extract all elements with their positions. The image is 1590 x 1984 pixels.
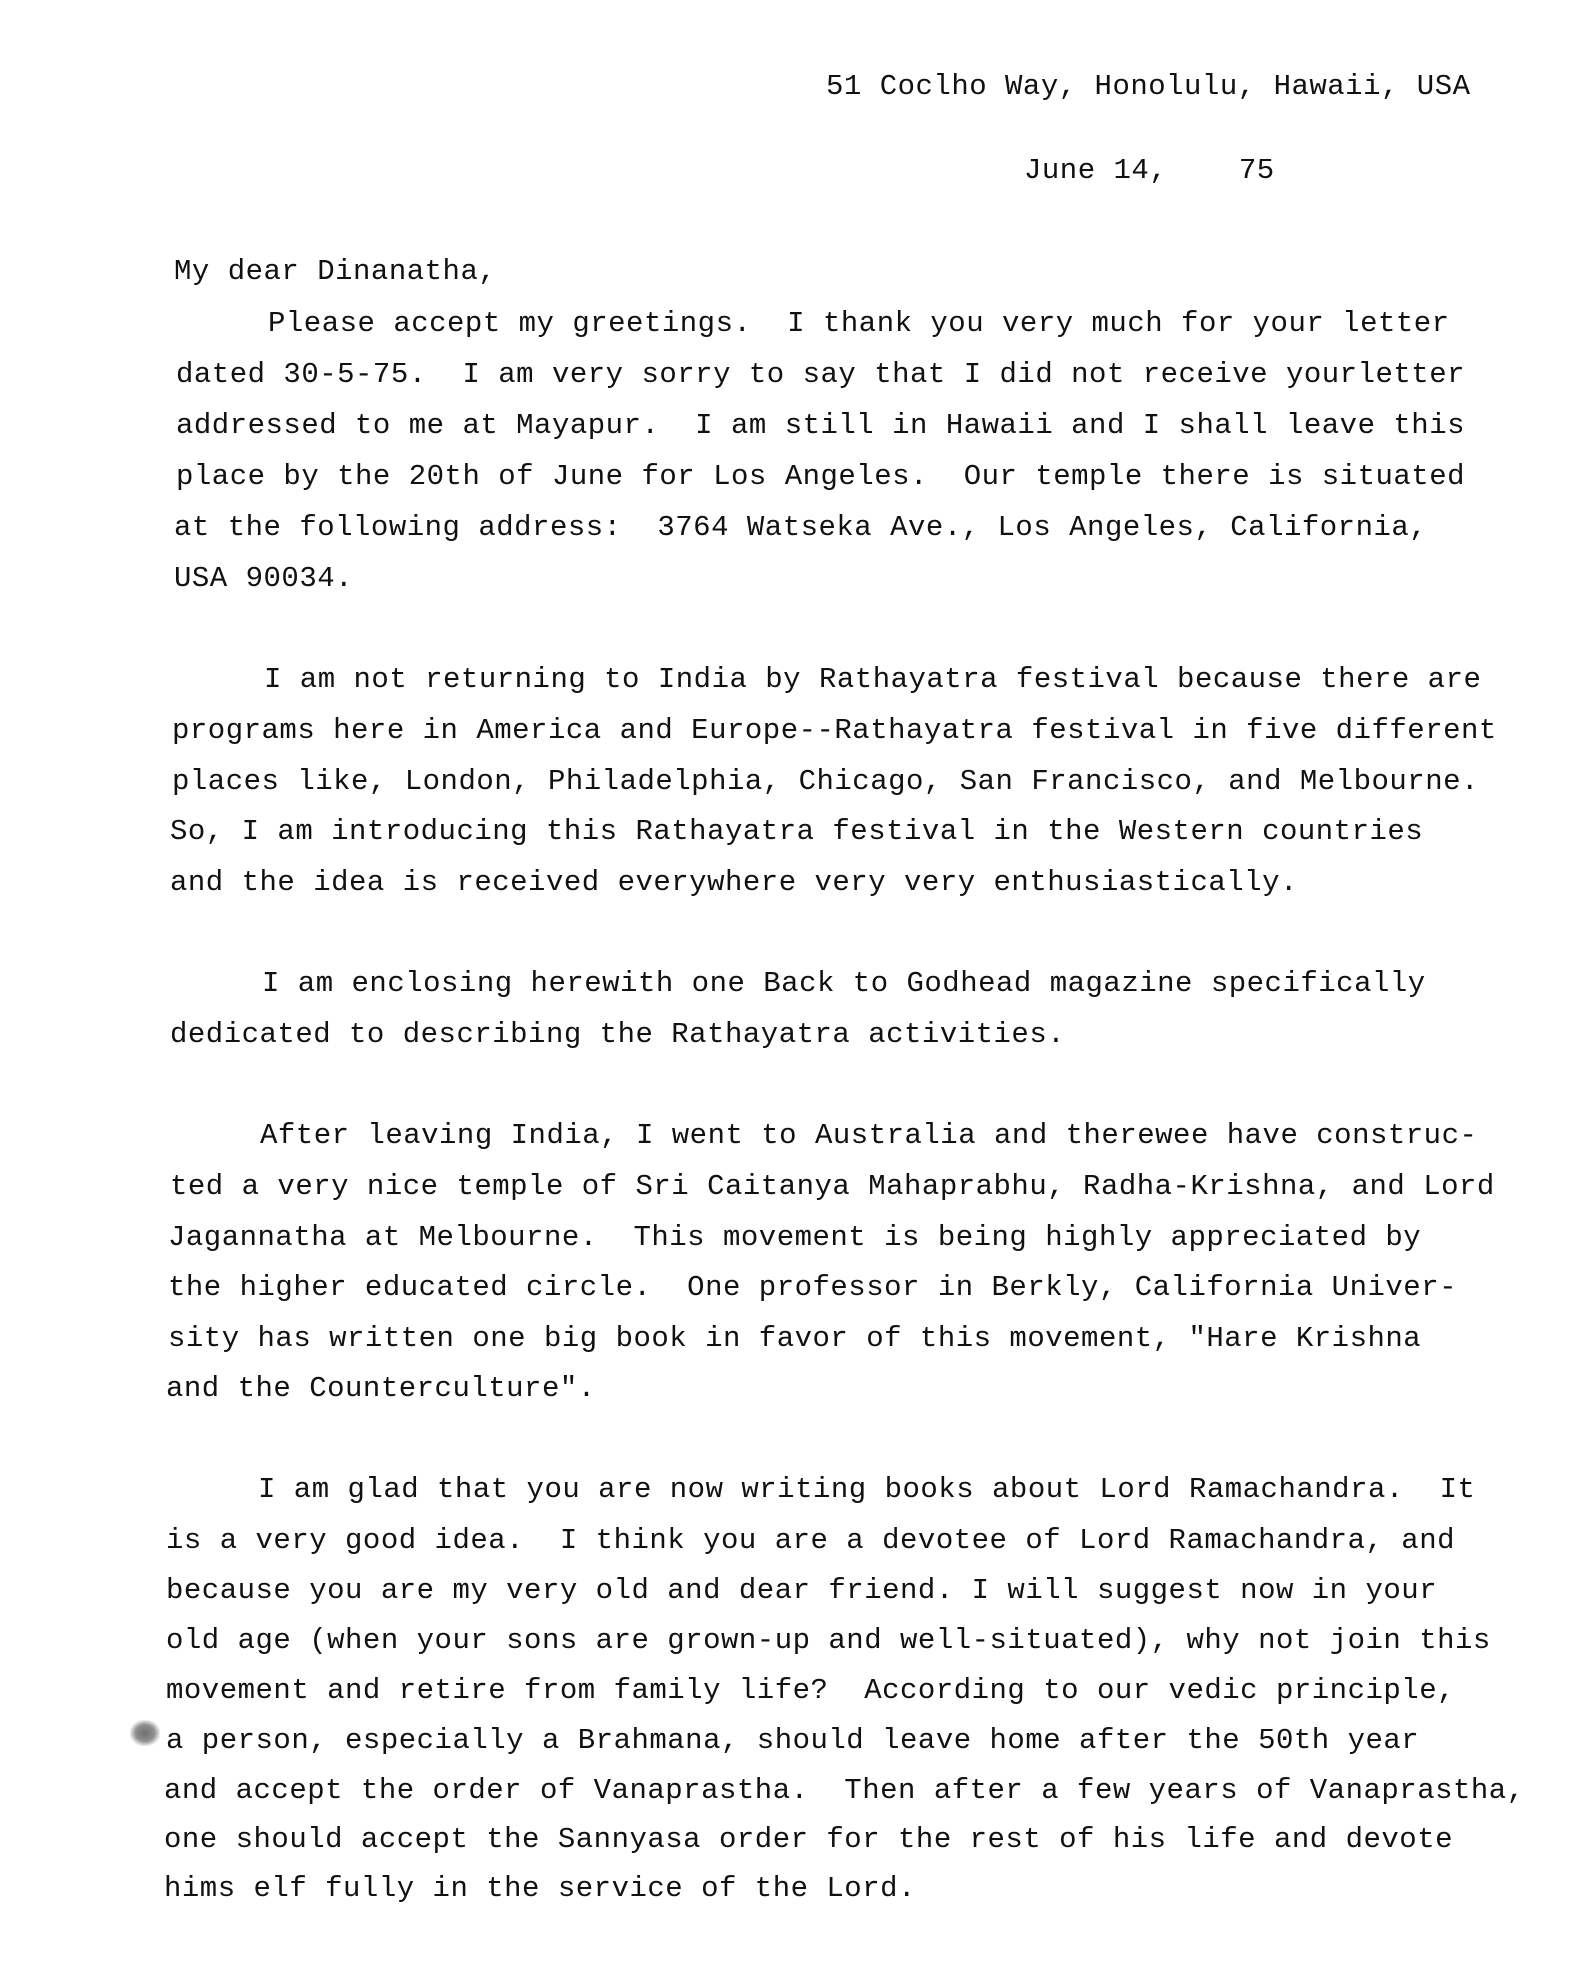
paragraph-line: dedicated to describing the Rathayatra activities. (170, 1018, 1066, 1051)
paragraph-line: I am not returning to India by Rathayatra festival because there are (264, 663, 1482, 696)
paragraph-line: After leaving India, I went to Australia and therewee have construc- (260, 1119, 1478, 1152)
paragraph-line: hims elf fully in the service of the Lord. (164, 1872, 916, 1905)
paragraph-line: a person, especially a Brahmana, should leave home after the 50th year (166, 1724, 1420, 1757)
paragraph-line: one should accept the Sannyasa order for the rest of his life and devote (164, 1823, 1454, 1856)
paragraph-line: movement and retire from family life? According to our vedic principle, (166, 1674, 1456, 1707)
paragraph-line: programs here in America and Europe--Rathayatra festival in five different (172, 714, 1497, 747)
paragraph-line: sity has written one big book in favor of this movement, "Hare Krishna (168, 1322, 1422, 1355)
salutation: My dear Dinanatha, (174, 255, 497, 288)
paragraph-line: place by the 20th of June for Los Angeles. Our temple there is situated (176, 460, 1466, 493)
paragraph-line: is a very good idea. I think you are a devotee of Lord Ramachandra, and (166, 1524, 1456, 1557)
paragraph-line: and the Counterculture". (166, 1372, 596, 1405)
paragraph-line: and the idea is received everywhere very very enthusiastically. (170, 866, 1298, 899)
paragraph-line: ted a very nice temple of Sri Caitanya Mahaprabhu, Radha-Krishna, and Lord (170, 1170, 1495, 1203)
paragraph-line: I am enclosing herewith one Back to Godhead magazine specifically (262, 967, 1426, 1000)
paragraph-line: places like, London, Philadelphia, Chicago, San Francisco, and Melbourne. (172, 765, 1479, 798)
paragraph-line: old age (when your sons are grown-up and well-situated), why not join this (166, 1624, 1491, 1657)
paragraph-line: addressed to me at Mayapur. I am still in Hawaii and I shall leave this (176, 409, 1466, 442)
sender-address: 51 Coclho Way, Honolulu, Hawaii, USA (826, 70, 1471, 103)
paragraph-line: Please accept my greetings. I thank you very much for your letter (268, 307, 1450, 340)
paragraph-line: Jagannatha at Melbourne. This movement is being highly appreciated by (168, 1221, 1422, 1254)
paragraph-line: because you are my very old and dear friend. I will suggest now in your (166, 1574, 1438, 1607)
letter-date: June 14, 75 (1024, 154, 1275, 187)
ink-smudge (130, 1720, 160, 1746)
paragraph-line: dated 30-5-75. I am very sorry to say that I did not receive yourletter (176, 358, 1466, 391)
paragraph-line: I am glad that you are now writing books about Lord Ramachandra. It (258, 1473, 1476, 1506)
paragraph-line: the higher educated circle. One professor in Berkly, California Univer- (168, 1271, 1458, 1304)
paragraph-line: So, I am introducing this Rathayatra festival in the Western countries (170, 815, 1424, 848)
paragraph-line: at the following address: 3764 Watseka Ave., Los Angeles, California, (174, 511, 1428, 544)
paragraph-line: USA 90034. (174, 562, 354, 595)
paragraph-line: and accept the order of Vanaprastha. Then after a few years of Vanaprastha, (164, 1774, 1525, 1807)
